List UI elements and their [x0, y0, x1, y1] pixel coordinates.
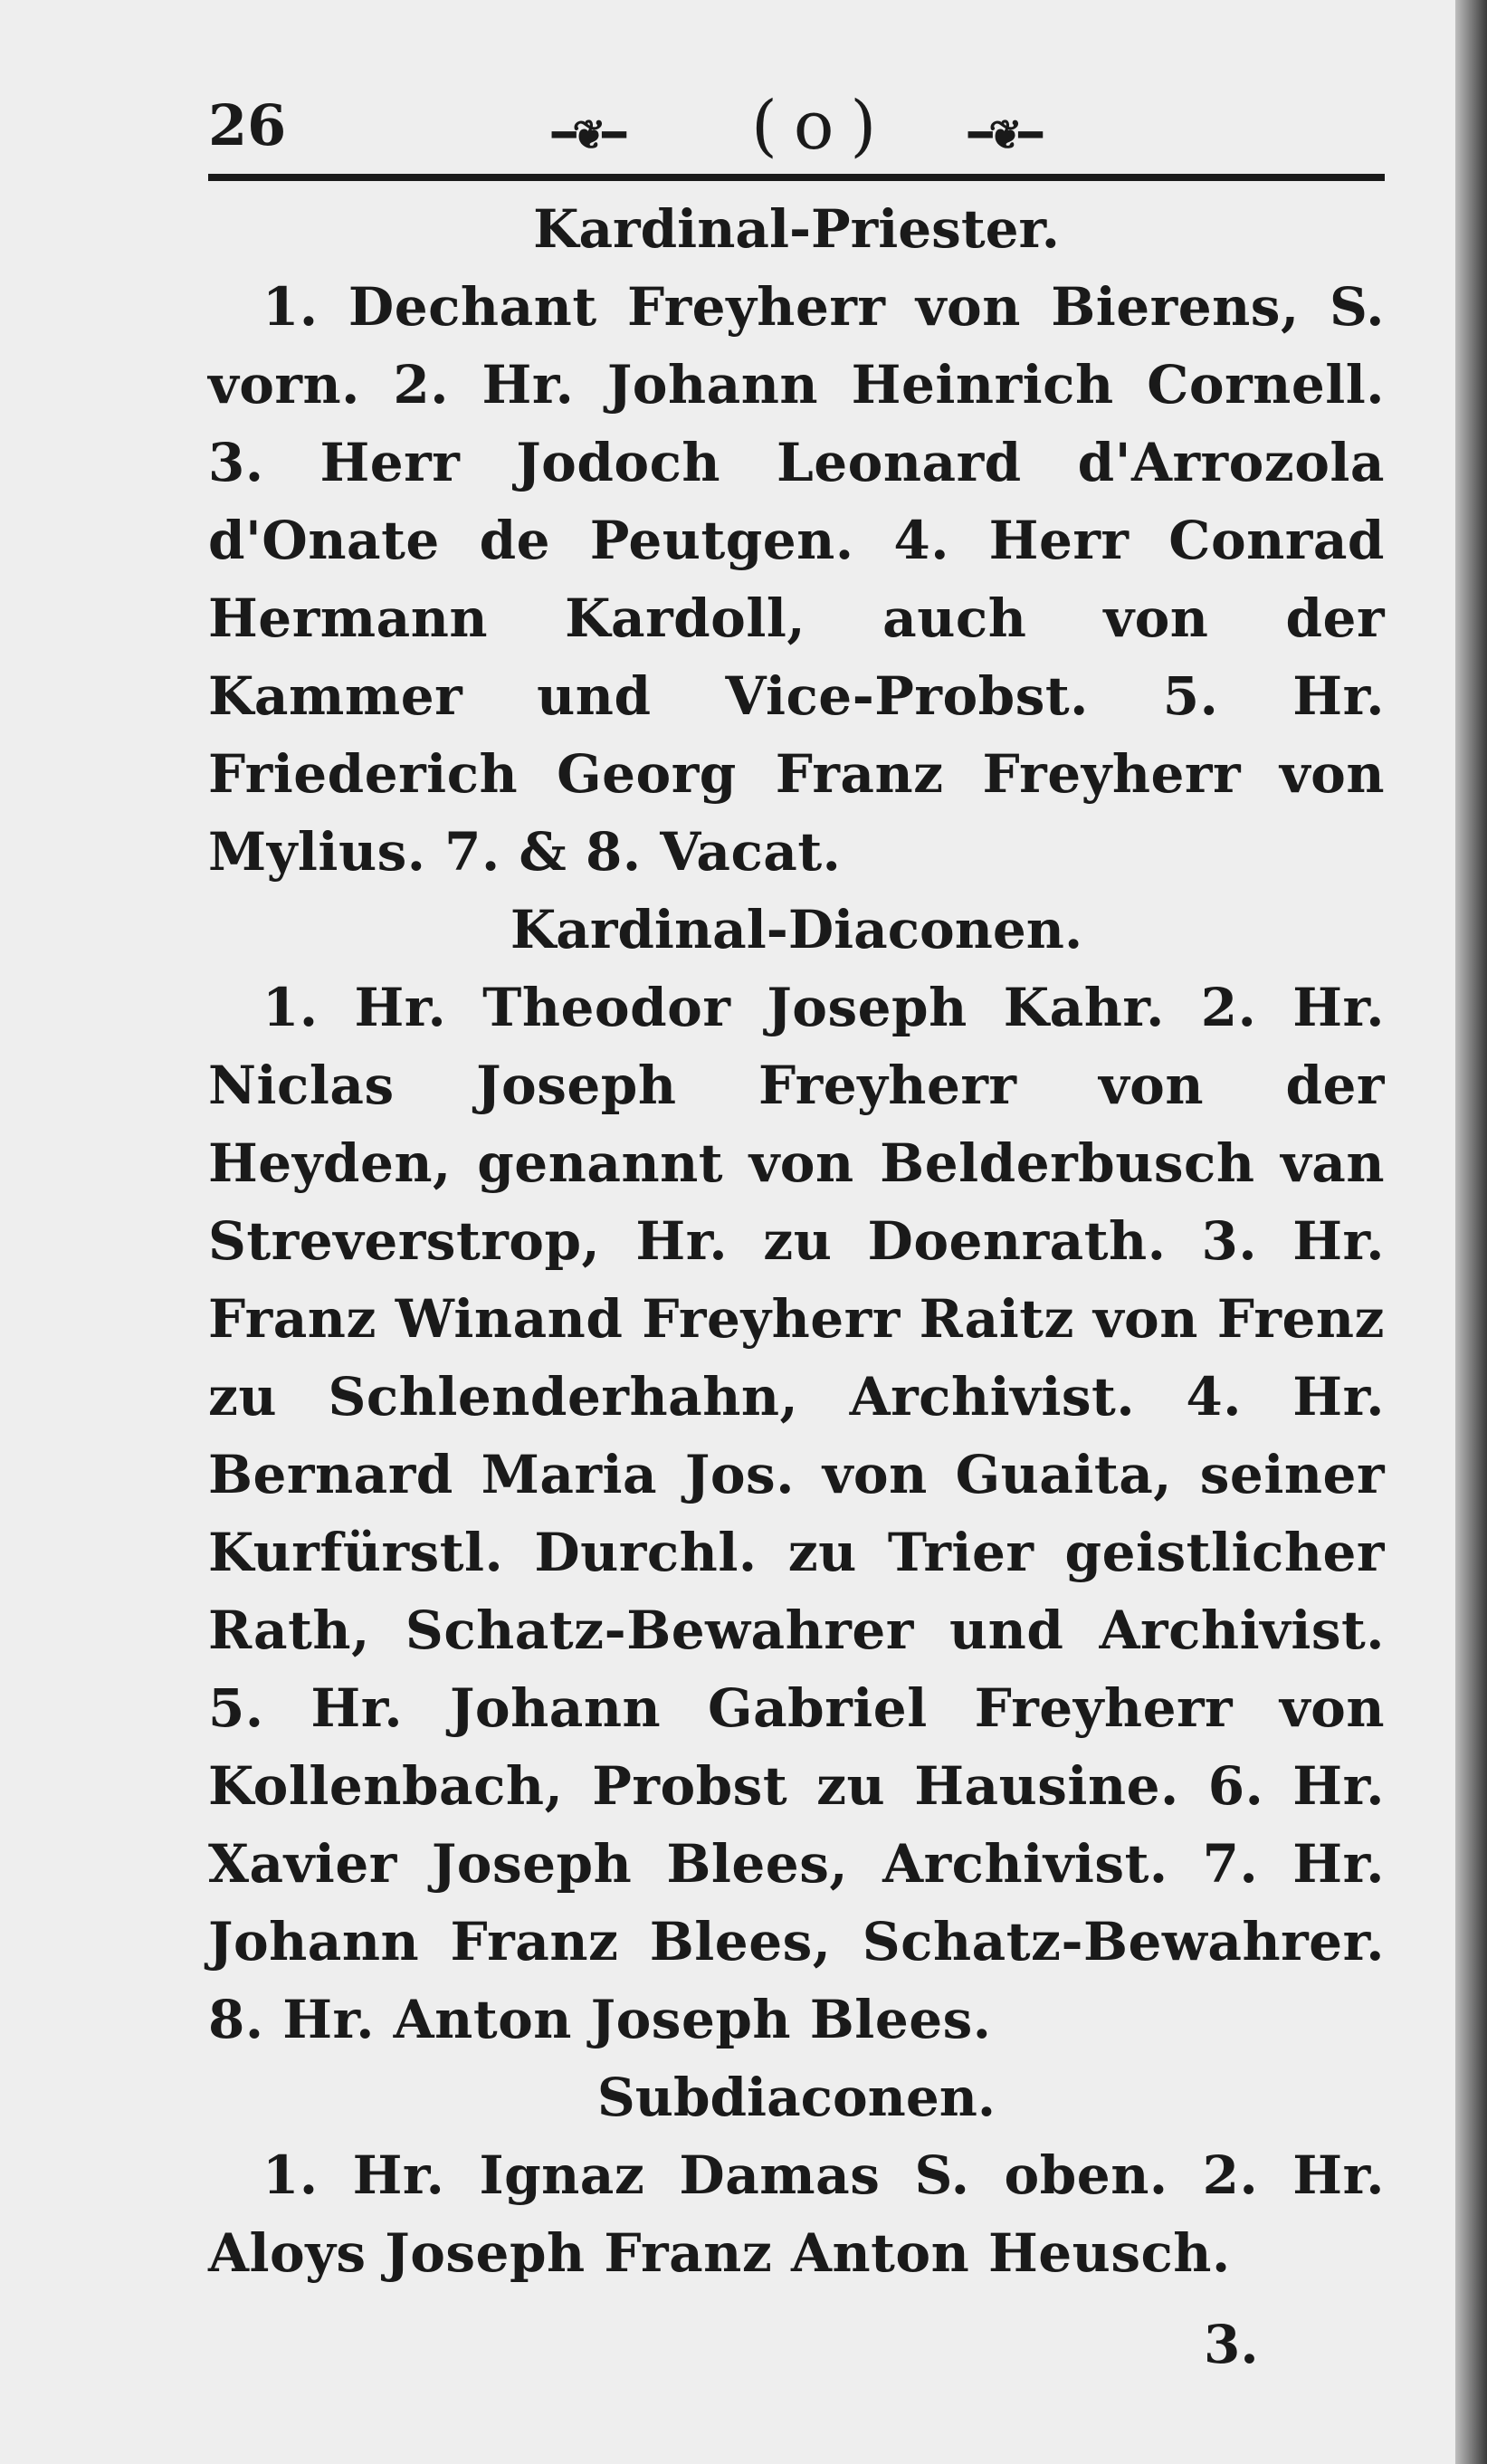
catchword: 3.: [1204, 2314, 1259, 2375]
ornament-right-icon: ━❦━: [968, 112, 1039, 158]
page-header: [208, 87, 1385, 172]
section-kardinal-diaconen: [208, 891, 1385, 2058]
section-heading: Kardinal-Priester.: [533, 198, 1060, 260]
section-text: 1. Dechant Freyherr von Bierens, S. vorn. 2. Hr. Johann Heinrich Cornell. 3. Herr Jodoch Leonard d'Arrozola d'Onate de Peutgen. 4. Herr Conrad Hermann Kardoll, auch von der Kammer und Vice-Probst. 5. Hr. Friederich Georg Franz Freyherr von Mylius. 7. & 8. Vacat.: [208, 276, 1385, 883]
page-gutter-shadow: [1455, 0, 1487, 2464]
ornament-left-icon: ━❦━: [552, 112, 623, 158]
page-body: [208, 190, 1385, 2292]
page-number: 26: [208, 92, 287, 158]
section-subdiaconen: [208, 2058, 1385, 2292]
section-heading: Subdiaconen.: [596, 2067, 996, 2128]
section-kardinal-priester: [208, 190, 1385, 891]
header-rule: [208, 174, 1385, 181]
section-heading: Kardinal-Diaconen.: [510, 899, 1083, 960]
header-mark: (o): [751, 87, 893, 165]
section-text: 1. Hr. Theodor Joseph Kahr. 2. Hr. Niclas Joseph Freyherr von der Heyden, genannt von Belderbusch van Streverstrop, Hr. zu Doenrath. 3. Hr. Franz Winand Freyherr Raitz von Frenz zu Schlenderhahn, Archivist. 4. Hr. Bernard Maria Jos. von Guaita, seiner Kurfürstl. Durchl. zu Trier geistlicher Rath, Schatz-Bewahrer und Archivist. 5. Hr. Johann Gabriel Freyherr von Kollenbach, Probst zu Hausine. 6. Hr. Xavier Joseph Blees, Archivist. 7. Hr. Johann Franz Blees, Schatz-Bewahrer. 8. Hr. Anton Joseph Blees.: [208, 977, 1385, 2050]
section-text: 1. Hr. Ignaz Damas S. oben. 2. Hr. Aloys Joseph Franz Anton Heusch.: [208, 2144, 1385, 2284]
